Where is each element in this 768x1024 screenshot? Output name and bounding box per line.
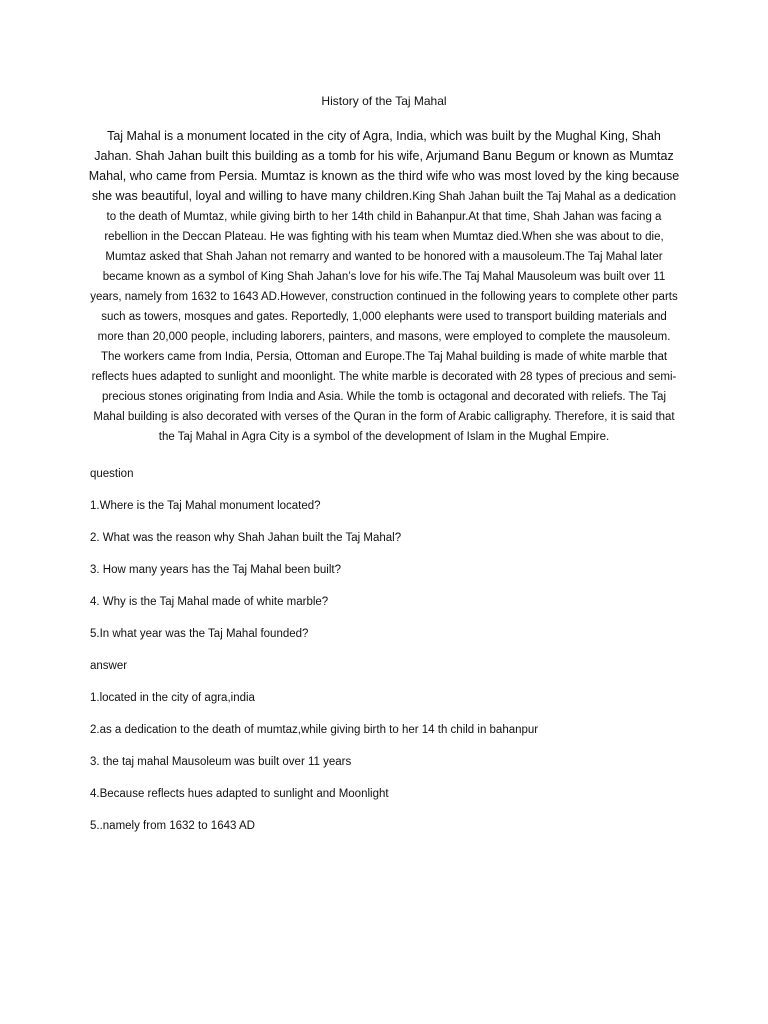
- question-item: 1.Where is the Taj Mahal monument located?: [90, 500, 321, 512]
- question-item: 3. How many years has the Taj Mahal been built?: [90, 564, 342, 576]
- paragraph-lead-text: Taj Mahal is a monument located in the city of Agra, India, which was built by the Mughal King, Shah Jahan. Shah Jahan built this building as a tomb for his wife, Arjumand Banu Begum or known as Mumtaz Mahal, who came from Persia. Mumtaz is known as the third wife who was most loved by the king because she was beautiful, loyal and willing to have many children.: [88, 129, 680, 203]
- answer-heading: answer: [90, 660, 128, 672]
- body-paragraph: [88, 126, 680, 447]
- document-title: History of the Taj Mahal: [321, 94, 447, 108]
- paragraph-rest-text: King Shah Jahan built the Taj Mahal as a dedication to the death of Mumtaz, while giving birth to her 14th child in Bahanpur.At that time, Shah Jahan was facing a rebellion in the Deccan Plateau. He was fighting with his team when Mumtaz died.When she was about to die, Mumtaz asked that Shah Jahan not remarry and wanted to be honored with a mausoleum.The Taj Mahal later became known as a symbol of King Shah Jahan’s love for his wife.The Taj Mahal Mausoleum was built over 11 years, namely from 1632 to 1643 AD.However, construction continued in the following years to complete other parts such as towers, mosques and gates. Reportedly, 1,000 elephants were used to transport building materials and more than 20,000 people, including laborers, painters, and masons, were employed to complete the mausoleum. The workers came from India, Persia, Ottoman and Europe.The Taj Mahal building is made of white marble that reflects hues adapted to sunlight and moonlight. The white marble is decorated with 28 types of precious and semi-precious stones originating from India and Asia. While the tomb is octagonal and decorated with reliefs. The Taj Mahal building is also decorated with verses of the Quran in the form of Arabic calligraphy. Therefore, it is said that the Taj Mahal in Agra City is a symbol of the development of Islam in the Mughal Empire.: [90, 191, 678, 443]
- answer-item: 5..namely from 1632 to 1643 AD: [90, 820, 255, 832]
- question-item: 4. Why is the Taj Mahal made of white marble?: [90, 596, 329, 608]
- answer-item: 1.located in the city of agra,india: [90, 692, 255, 704]
- answer-item: 4.Because reflects hues adapted to sunlight and Moonlight: [90, 788, 389, 800]
- question-heading: question: [90, 468, 134, 480]
- question-answer-section: [90, 466, 730, 850]
- question-item: 5.In what year was the Taj Mahal founded?: [90, 628, 309, 640]
- answer-item: 3. the taj mahal Mausoleum was built over 11 years: [90, 756, 352, 768]
- question-item: 2. What was the reason why Shah Jahan built the Taj Mahal?: [90, 532, 402, 544]
- answer-item: 2.as a dedication to the death of mumtaz,while giving birth to her 14 th child in bahanpur: [90, 724, 539, 736]
